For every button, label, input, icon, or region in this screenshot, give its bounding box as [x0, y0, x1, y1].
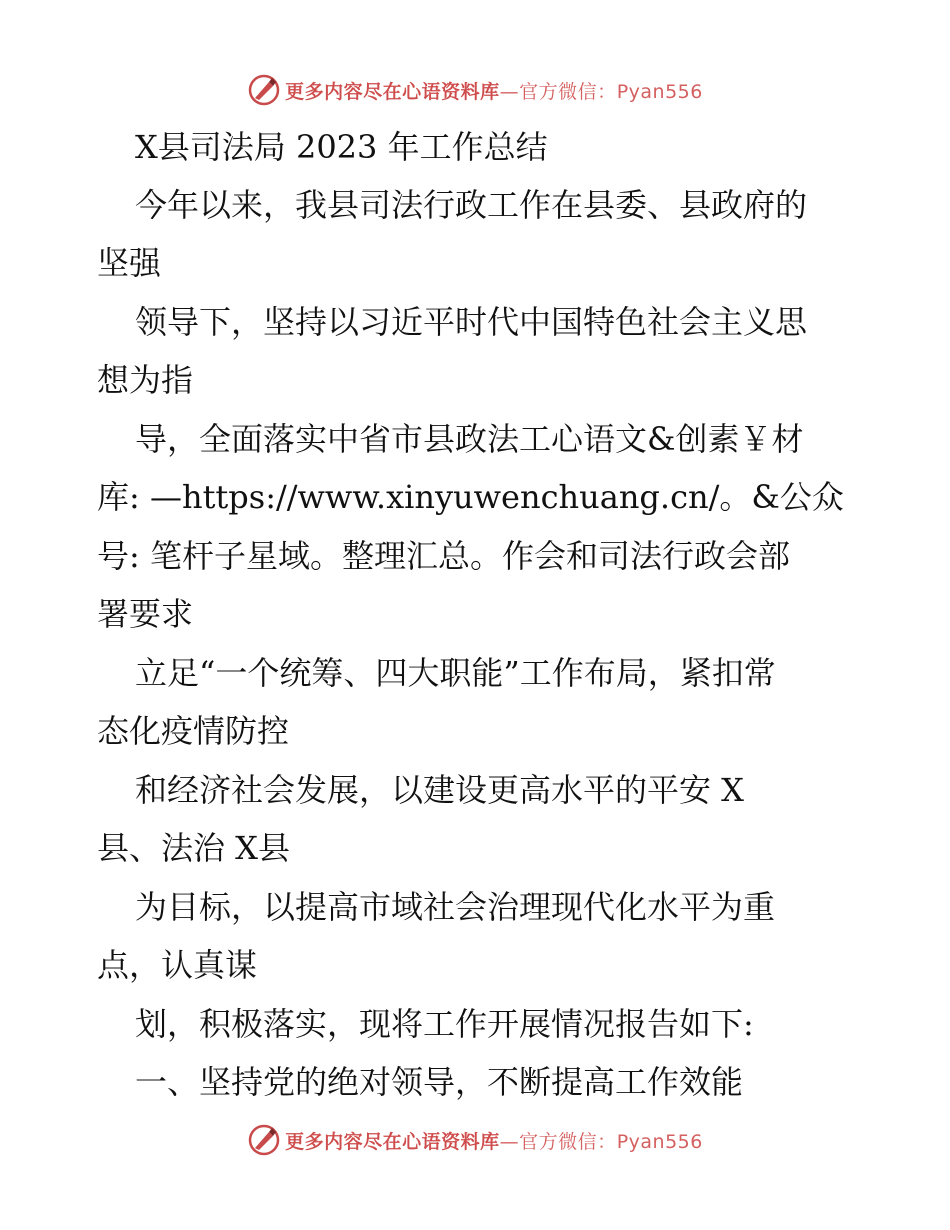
paragraph-line: 号: 笔杆子星域。整理汇总。作会和司法行政会部: [97, 537, 790, 575]
footer-wechat-label: 官方微信：: [519, 1130, 617, 1153]
paragraph-line: 库: —https://www.xinyuwenchuang.cn/。&公众: [97, 478, 844, 516]
footer-brand-line: [285, 1127, 703, 1154]
header-brand-line: [285, 77, 703, 104]
brand-logo-icon: [247, 1123, 281, 1157]
paragraph-line: 态化疫情防控: [97, 712, 290, 750]
paragraph-line: 划，积极落实，现将工作开展情况报告如下:: [135, 1005, 754, 1043]
paragraph-line: 今年以来，我县司法行政工作在县委、县政府的: [135, 186, 808, 224]
footer-brand-text: 更多内容尽在心语资料库: [285, 1130, 500, 1153]
paragraph-line: 立足“一个统筹、四大职能”工作布局，紧扣常: [135, 654, 776, 692]
footer-banner: [0, 1120, 950, 1160]
header-brand-text: 更多内容尽在心语资料库: [285, 80, 500, 103]
footer-dash: —: [499, 1130, 520, 1153]
header-wechat-id: Pyan556: [616, 80, 703, 103]
doc-title: X县司法局 2023 年工作总结: [135, 128, 548, 166]
header-wechat-label: 官方微信：: [519, 80, 617, 103]
paragraph-line: 坚强: [97, 244, 162, 282]
section-heading: 一、坚持党的绝对领导，不断提高工作效能: [135, 1063, 744, 1101]
header-banner: [0, 70, 950, 110]
paragraph-line: 领导下，坚持以习近平时代中国特色社会主义思: [135, 303, 808, 341]
footer-wechat-id: Pyan556: [616, 1130, 703, 1153]
paragraph-line: 想为指: [97, 361, 194, 399]
paragraph-line: 署要求: [97, 595, 194, 633]
paragraph-line: 导，全面落实中省市县政法工心语文&创素￥材: [135, 420, 804, 458]
header-dash: —: [499, 80, 520, 103]
paragraph-line: 和经济社会发展，以建设更高水平的平安 X: [135, 771, 744, 809]
paragraph-line: 县、法治 X县: [97, 829, 290, 867]
brand-logo-icon: [247, 73, 281, 107]
paragraph-line: 点，认真谋: [97, 946, 258, 984]
paragraph-line: 为目标，以提高市域社会治理现代化水平为重: [135, 888, 776, 926]
